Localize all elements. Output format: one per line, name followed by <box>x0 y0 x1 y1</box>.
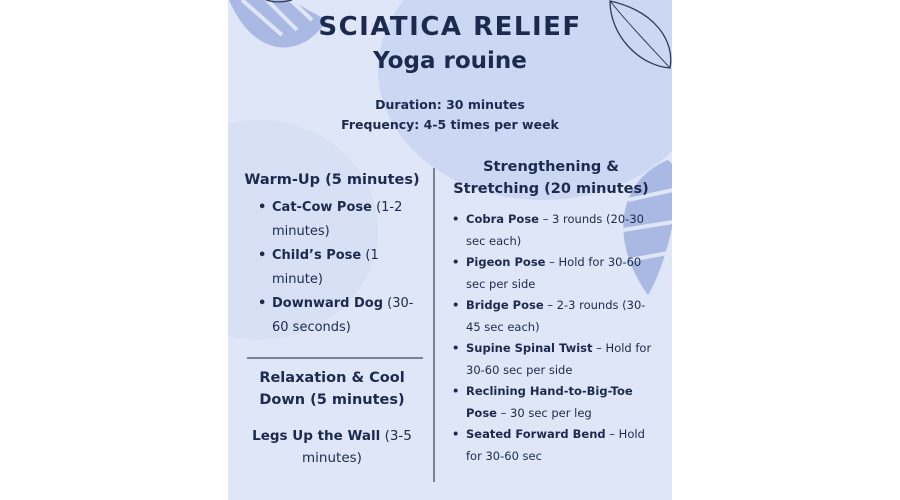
list-item <box>450 209 655 252</box>
poster <box>228 0 672 500</box>
page-title: SCIATICA RELIEF <box>318 12 582 42</box>
pose-detail: – 30 sec per leg <box>496 405 592 420</box>
column-divider <box>433 168 435 482</box>
list-item <box>450 424 655 467</box>
pose-name: Cobra Pose <box>466 212 539 226</box>
warmup-heading: Warm-Up (5 minutes) <box>244 172 420 188</box>
pose-detail: – 3 rounds (20-30 sec each) <box>466 212 644 248</box>
pose-name: Cat-Cow Pose <box>272 200 372 215</box>
pose-name: Downward Dog <box>272 296 384 311</box>
pose-detail: (1-2 minutes) <box>272 200 403 239</box>
pose-detail: – Hold for 30-60 sec <box>466 427 645 463</box>
duration-text: Duration: 30 minutes <box>375 97 525 112</box>
relaxation-item <box>252 425 412 469</box>
pose-name: Child’s Pose <box>272 248 362 263</box>
list-item <box>450 338 655 381</box>
warmup-list <box>256 196 416 340</box>
list-item <box>450 295 655 338</box>
page-subtitle: Yoga rouine <box>373 48 527 74</box>
pose-detail: (1 minute) <box>272 248 379 287</box>
pose-name: Legs Up the Wall <box>252 428 381 444</box>
frequency-text: Frequency: 4-5 times per week <box>341 117 559 132</box>
pose-name: Pigeon Pose <box>466 255 546 269</box>
pose-name: Seated Forward Bend <box>466 427 606 441</box>
list-item <box>450 252 655 295</box>
list-item <box>256 196 416 244</box>
list-item <box>256 292 416 340</box>
pose-detail: (30-60 seconds) <box>272 296 414 335</box>
strengthening-heading: Strengthening & Stretching (20 minutes) <box>453 159 649 197</box>
relaxation-heading: Relaxation & Cool Down (5 minutes) <box>259 370 405 408</box>
pose-detail: – Hold for 30-60 sec per side <box>466 341 652 377</box>
section-divider <box>247 357 423 359</box>
pose-name: Bridge Pose <box>466 298 544 312</box>
strengthening-list <box>450 209 655 467</box>
pose-name: Supine Spinal Twist <box>466 341 593 355</box>
pose-detail: – 2-3 rounds (30-45 sec each) <box>466 298 646 334</box>
list-item <box>450 381 655 424</box>
pose-detail: – Hold for 30-60 sec per side <box>466 255 642 291</box>
list-item <box>256 244 416 292</box>
pose-name: Reclining Hand-to-Big-Toe Pose <box>466 384 633 420</box>
pose-detail: (3-5 minutes) <box>302 428 412 466</box>
